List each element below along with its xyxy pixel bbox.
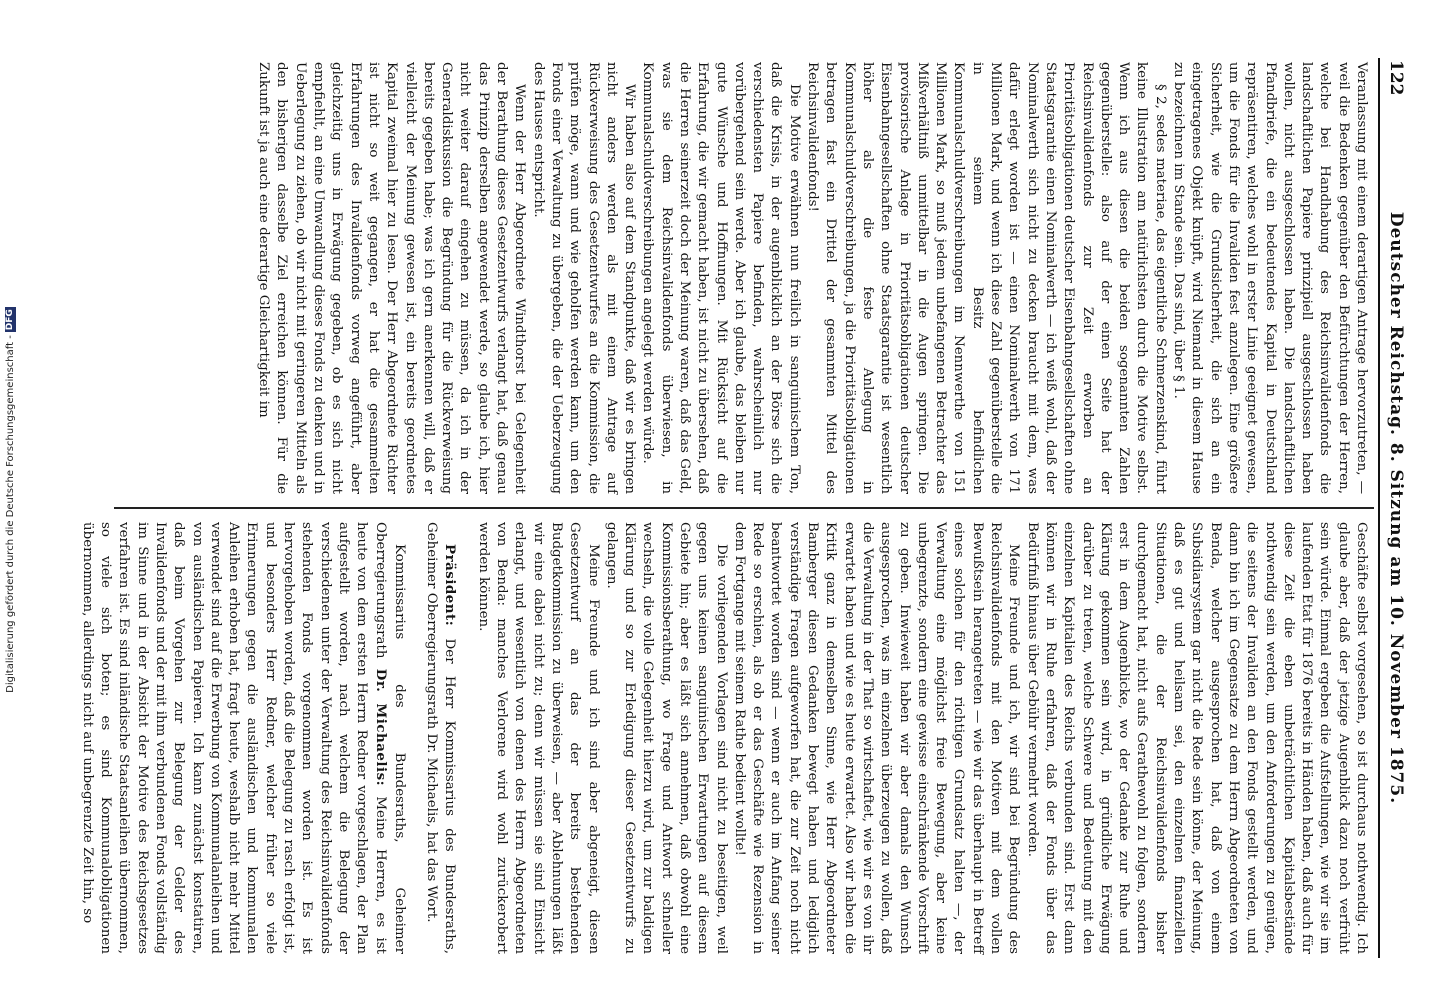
digitization-credit [2, 0, 16, 1000]
page-number: 122 [1386, 60, 1406, 96]
right-column [79, 522, 1370, 955]
paragraph: Die vorliegenden Vorlagen sind nicht zu beseitigen, weil gegen uns keinen sanguinischen Erwartungen auf diesem Gebiete hin; aber es läßt sich annehmen, daß obwohl eine Kommissionsberathung, wo Frage und Antwort schneller wechseln, die volle Gelegenheit hierzu wird, um zur baldigen Klärung und so zur Erledigung dieser Gesetzentwurfs zu gelangen. [603, 522, 729, 954]
paragraph: Wir haben also auf dem Standpunkte, daß wir es bringen nicht anders werden als mit einem Antrage auf Rückverweisung des Gesetzentwurfes an die Kommission, die prüfen möge, wann und wie geholfen werden kann, um den Fonds einer Verwaltung zu übergeben, die der Ueberzeugung des Hauses entspricht. [530, 62, 638, 494]
commissioner-statement [78, 522, 408, 954]
paragraph: Geschäfte selbst vorgesehen, so ist durchaus nothwendig. Ich glaube aber, daß der jetzige Augenblick dazu noch verfrüht sein würde. Einmal ergeben die Aufstellungen, wie wir sie im laufenden Etat für 1876 bereits in Händen haben, daß auch für diese Zeit die eben unbeträchtlichen Kapitalsbestände nothwendig sein werden, um den Anforderungen zu genügen, die seitens der Invaliden an den Fonds gestellt werden, und dann bin ich im Gegensatze zu dem Herrn Abgeordneten von Benda, welcher ausgesprochen hat, daß von einem Subsidiarsystem gar nicht die Rede sein könne, der Meinung, daß es gut und heilsam sei, den einzelnen finanziellen Situationen, die der Reichsinvalidenfonds bisher durchgemacht hat, nicht aufs Gerathewohl zu folgen, sondern erst in dem Augenblicke, wo der Gedanke zur Ruhe und Klärung gekommen sein wird, in gründliche Erwägung darüber zu treten, welche Schwere und Bedeutung mit den einzelnen Kapitalien des Reichs verbunden sind. Erst dann können wir in Ruhe erfahren, daß der Fonds über das Bedürfniß hinaus über Gebühr vermehrt worden. [1024, 522, 1369, 954]
commissioner-text: Meine Herren, es ist heute von dem ersten Herrn Redner vorgeschlagen, der Plan aufgestellt worden, nach welchem die Belegung der verschiedenen unter der Verwaltung des Reichsinvalidenfonds stehenden Fonds vorgenommen worden ist. Es ist hervorgehoben worden, daß die Belegung zu rasch erfolgt ist, und besonders Herr Redner, welcher früher so viele Erinnerungen gegen die ausländischen und kommunalen Anleihen erhoben hat, fragt heute, weshalb nicht mehr Mittel verwendet sind auf die Erwerbung von Kommunalanleihen und von ausländischen Papieren. Ich kann zunächst konstatiren, daß beim Vorgehen zur Belegung der Gelder des Invalidenfonds und der mit ihm verbundenen Fonds vollständig im Sinne und in der Absicht der Motive des Reichsgesetzes verfahren ist. Es sind inländische Staatsanleihen übernommen, so viele sich boten; es sind Kommunalobligationen übernommen, allerdings nicht auf unbegrenzte Zeit hin, so [79, 522, 388, 955]
president-statement [422, 522, 460, 954]
paragraph: § 2, sedes materiae, das eigentliche Schmerzenskind, führt keine Illustration am natürlichsten durch die Motive selbst. Wenn ich aus diesen die beiden sogenannten Zahlen gegenüberstelle: also auf der einen Seite hat der Reichsinvalidenfonds zur Zeit erworben an Prioritätsobligationen deutscher Eisenbahngesellschaften ohne Staatsgarantie einen Nominalwerth — ich weiß wohl, daß der Nominalwerth sich nicht zu decken braucht mit dem, was dafür erlegt worden ist — einen Nominalwerth von 171 Millionen Mark, und wenn ich diese Zahl gegenüberstelle die in seinem Besitz befindlichen Kommunalschuldverschreibungen im Nennwerthe von 151 Millionen Mark, so muß jedem unbefangenen Betrachter das Mißverhältniß unmittelbar in die Augen springen. Die provisorische Anlage in Prioritätsobligationen deutscher Eisenbahngesellschaften ohne Staatsgarantie ist wesentlich höher als die feste Anlegung in Kommunalschuldverschreibungen, ja die Prioritätsobligationen betragen fast ein Drittel der gesammten Mittel des Reichsinvalidenfonds! [805, 62, 1168, 494]
paragraph: Wenn der Herr Abgeordnete Windthorst bei Gelegenheit der Berathung dieses Gesetzentwurfs verlangt hat, daß genau das Prinzip derselben angewendet werde, so glaube ich, hier nicht weiter darauf eingehen zu müssen, da ich in der Generaldiskussion die Begründung für die Rückverweisung bereits gegeben habe; was ich gern anerkennen will, daß er vielleicht der Meinung gewesen ist, ein bereits geordnetes Kapital zweimal hier zu lesen. Der Herr Abgeordnete Richter ist nicht so weit gegangen, er hat die gesammelten Erfahrungen des Invalidenfonds vorweg angeführt, aber gleichzeitig uns in Erwägung gegeben, ob es sich nicht empfiehlt, an eine Umwandlung dieses Fonds zu denken und in Ueberlegung zu ziehen, ob wir nicht mit geringeren Mitteln als den bisherigen dasselbe Ziel erreichen können. Für die Zukunft ist ja auch eine derartige Gleichartigkeit im [256, 62, 528, 494]
dfg-logo: DFG [4, 309, 15, 331]
scanned-page [79, 58, 1410, 958]
rotated-page-content [79, 58, 1410, 958]
page-title: Deutscher Reichstag. 8. Sitzung am 10. November 1875. [1386, 211, 1406, 805]
spacer [408, 522, 422, 954]
paragraph: Meine Freunde und ich sind aber abgeneigt, diesen Gesetzentwurf an das der bereits bestehenden Budgetkommission zu überweisen, — aber Ablehnungen läßt wir eine dabei nicht zu; denn wir müssen sie sind Einsicht erlangt, und wesentlich von denen des Herrn Abgeordneten von Benda: manches Verlorene wird wohl zurückerobert werden können. [475, 522, 601, 954]
spacer [459, 522, 473, 954]
credit-text: Digitalisierung gefördert durch die Deutsche Forschungsgemeinschaft - [5, 335, 16, 693]
paragraph: Meine Freunde und ich, wir sind bei Begründung des Reichsinvalidenfonds mit den Motiven mit dem vollen Bewußtsein herangetreten — wie wir das überhaupt in Betreff eines solchen für den richtigen Grundsatz halten —, der Verwaltung eine möglichst freie Bewegung, aber keine unbegrenzte, sondern eine gewisse einschränkende Vorschrift zu geben. Inwieweit haben wir aber damals den Wunsch ausgesprochen, was im einzelnen überzeugen zu wollen, daß die Verwaltung in der That so wirtschaftet, wie wir es von ihr erwartet haben und wie es heute erwartet. Also wir haben die Kritik ganz in demselben Sinne, wie Herr Abgeordneter Bamberger diesen Gedanken bewegt haben und lediglich verständige Fragen aufgeworfen hat, die zur Zeit noch nicht beantwortet worden sind — wenn er auch im Anfang seiner Rede so erschien, als ob er das Geschäfte wie Rezension in dem Fortgange mit seinem Rathe bedient wollte! [731, 522, 1022, 954]
page-header [1378, 58, 1410, 958]
column-divider [114, 507, 1374, 509]
paragraph: Veranlassung mit einem derartigen Antrage hervorzutreten, — weil die Bedenken gegenüber den Befürchtungen der Herren, welche bei Handhabung des Reichsinvalidenfonds die landschaftlichen Papiere prinzipiell ausgeschlossen haben wollen, nicht ausgeschlossen haben. Die landschaftlichen Pfandbriefe, die ein bedeutendes Kapital in Deutschland repräsentiren, welches wohl in erster Linie geeignet gewesen, um die Fonds für die Invaliden fest anzulegen. Eine größere Sicherheit, wie die Grundsicherheit, die sich an ein eingetragenes Objekt knüpft, wird Niemand in diesem Hause zu bezeichnen im Stande sein. Das sind, über § 1. [1171, 62, 1369, 494]
speaker-commissioner: Dr. Michaelis: [372, 668, 389, 787]
commissioner-prefix: Kommissarius des Bundesraths, Geheimer Oberregierungsrath [372, 522, 407, 954]
speaker-president: Präsident: [442, 544, 459, 627]
paragraph: Die Motive erwähnen nun freilich in sanguinischem Ton, daß die Krisis, in der augenblicklich an der Börse sich die verschiedensten Papiere befinden, wahrscheinlich nur vorübergehend sein werde. Aber ich glaube, das bleiben nur gute Wünsche und Hoffnungen. Mit Rücksicht auf die Erfahrung, die wir gemacht haben, ist nicht zu übersehen, daß die Herren seinerzeit doch der Meinung waren, daß das Geld, was sie dem Reichsinvalidenfonds überwiesen, in Kommunalschuldverschreibungen angelegt werden würde. [640, 62, 802, 494]
president-text: Der Herr Kommissarius des Bundesraths, Geheimer Oberregierungsrath Dr. Michaelis, hat das Wort. [424, 522, 458, 954]
left-column [112, 62, 1370, 494]
